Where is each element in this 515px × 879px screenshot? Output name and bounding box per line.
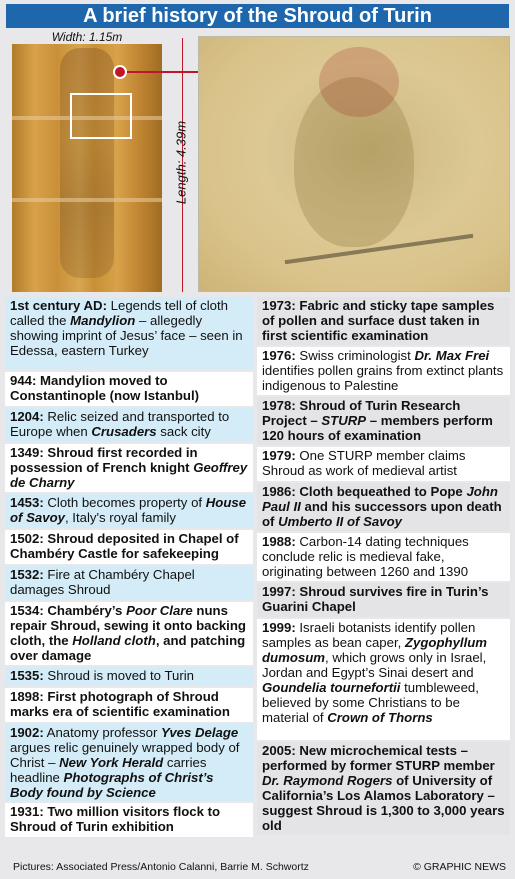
brand-credit: © GRAPHIC NEWS [413,861,506,873]
timeline-entry-text: Poor Clare [126,603,193,618]
timeline-entry-text: 1532: [10,567,44,582]
timeline-entry-text: Holland cloth [72,633,156,648]
timeline-entry-text: 1979: [262,448,296,463]
timeline-entry-text: 1902: [10,725,44,740]
timeline-entry-text: John Paul II [262,484,498,514]
timeline-entry [5,667,253,686]
timeline-entry-text: 1986: Cloth bequeathed to Pope [262,484,467,499]
timeline-entry-text: Goundelia tournefortii [262,680,401,695]
timeline-entry-text: 1st century AD: [10,298,107,313]
timeline-right-column [257,297,510,837]
timeline-entry-text: identifies pollen grains from extinct plants indigenous to Palestine [262,363,504,393]
timeline-entry-text: sack city [156,424,211,439]
timeline-entry [5,803,253,837]
timeline-entry-text: Cloth becomes property of [43,495,206,510]
timeline-entry [5,602,253,665]
timeline-entry-text: Fire at Chambéry Chapel damages Shroud [10,567,195,597]
timeline-entry-text: 1534: Chambéry’s [10,603,127,618]
timeline-entry-text: 1931: Two million visitors flock to Shroud of Turin exhibition [10,804,221,834]
timeline-entry-text: House of Savoy [10,495,247,525]
timeline-entry-text: , which grows only in Israel, Jordan and Egypt’s Sinai desert and [262,650,487,680]
timeline-entry-text: , Italy's royal family [64,510,176,525]
timeline-entry-text: 1978: Shroud of Turin Research Project – [262,398,461,428]
timeline-entry [5,688,253,722]
timeline-entry-text: 1204: [10,409,44,424]
timeline-entry [257,447,510,481]
timeline-entry-text: Mandylion [70,313,136,328]
timeline-entry-text: 1973: Fabric and sticky tape samples of pollen and surface dust taken in first scientific examination [262,298,495,343]
timeline-entry-text: Zygophyllum dumosum [262,635,488,665]
zoom-connector-line [126,71,204,73]
timeline-entry-text: New York Herald [59,755,164,770]
timeline-entry-text: – members perform 120 hours of examination [262,413,493,443]
timeline-entry-text: 1502: Shroud deposited in Chapel of Chambéry Castle for safekeeping [10,531,239,561]
timeline-entry-text: One STURP member claims Shroud as work of medieval artist [262,448,466,478]
timeline-entry-text: 1453: [10,495,44,510]
timeline-entry-text: Carbon-14 dating techniques conclude relic is medieval fake, originating between 1260 and 1390 [262,534,469,579]
photo-credit: Pictures: Associated Press/Antonio Calanni, Barrie M. Schwortz [13,861,309,873]
timeline-entry [5,494,253,528]
timeline-entry [5,566,253,600]
timeline-entry-text: Relic seized and transported to Europe when [10,409,230,439]
timeline-entry [5,444,253,492]
timeline-entry [257,533,510,581]
timeline-entry-text: Legends tell of cloth called the [10,298,228,328]
width-label: Width: 1.15m [12,30,162,44]
timeline-entry-text: Crusaders [91,424,157,439]
timeline-entry-text: Swiss criminologist [295,348,415,363]
timeline-entry [257,297,510,345]
timeline-entry-text: Dr. Raymond Rogers [262,773,393,788]
footer [5,859,510,875]
timeline-entry [257,483,510,531]
timeline-entry-text: 1999: [262,620,296,635]
timeline-entry-text: Photographs of Christ’s Body found by Science [10,770,214,800]
timeline-entry-text: , and patching over damage [10,633,246,663]
timeline-entry-text: Geoffrey de Charny [10,460,248,490]
timeline-entry-text: 1898: First photograph of Shroud marks era of scientific examination [10,689,230,719]
timeline-entry-text: 1349: Shroud first recorded in possession of French knight [10,445,198,475]
timeline-entry-text: 944: Mandylion moved to Constantinople (now Istanbul) [10,373,200,403]
timeline-entry [5,297,253,370]
timeline-entry-text: Yves Delage [161,725,239,740]
timeline-entry [257,742,510,835]
timeline-entry-text: 1997: Shroud survives fire in Turin’s Guarini Chapel [262,584,489,614]
timeline-entry-text: Umberto II of Savoy [278,514,402,529]
shroud-full-image [12,38,162,292]
timeline-entry [257,619,510,740]
timeline-entry [5,724,253,801]
timeline-entry-text: Crown of Thorns [327,710,433,725]
timeline-entry-text: Anatomy professor [43,725,162,740]
timeline-entry [5,372,253,406]
timeline-entry-text: and his successors upon death of [262,499,502,529]
timeline-entry-text: 1988: [262,534,296,549]
timeline-entry-text: 1976: [262,348,296,363]
timeline-entry-text: STURP [321,413,367,428]
timeline-entry-text: Shroud is moved to Turin [43,668,194,683]
timeline-entry [257,347,510,395]
page-title: A brief history of the Shroud of Turin [6,4,509,28]
timeline-entry [5,530,253,564]
timeline-entry-text: tumbleweed, believed by some Christians to be material of [262,680,479,725]
timeline-entry-text: nuns repair Shroud, sewing it onto backing cloth, the [10,603,246,648]
timeline-entry-text: – allegedly showing imprint of Jesus’ face – seen in Edessa, eastern Turkey [10,313,243,358]
timeline-entry-text: 2005: New microchemical tests – performed by former STURP member [262,743,495,773]
zoom-region-box [70,93,132,139]
timeline-entry-text: argues relic genuinely wrapped body of Christ – [10,740,240,770]
zoom-marker-icon [113,65,127,79]
timeline-entry-text: of University of California’s Los Alamos Laboratory – suggest Shroud is 1,300 to 3,000 years old [262,773,505,833]
timeline-entry-text: Dr. Max Frei [414,348,490,363]
timeline-entry-text: 1535: [10,668,44,683]
length-label: Length: 4.39m [173,120,189,205]
timeline-entry-text: Israeli botanists identify pollen samples as bean caper, [262,620,476,650]
timeline-entry [257,583,510,617]
timeline-entry [5,408,253,442]
shroud-face-closeup-image [198,36,510,292]
timeline-entry [257,397,510,445]
timeline-entry-text: carries headline [10,755,207,785]
timeline-left-column [5,297,253,839]
